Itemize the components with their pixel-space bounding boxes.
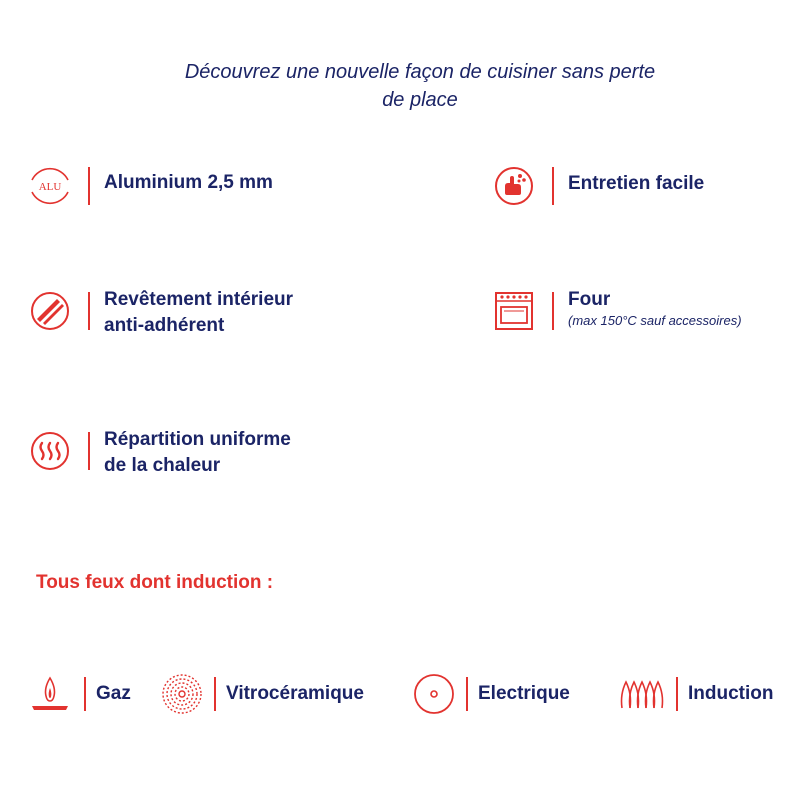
feature-revetement	[26, 287, 293, 339]
hand-wash-icon	[490, 162, 538, 210]
separator	[676, 677, 678, 711]
separator	[84, 677, 86, 711]
separator	[552, 167, 554, 205]
feature-repartition	[26, 427, 291, 479]
repartition-line2: de la chaleur	[104, 455, 221, 476]
feature-aluminium	[26, 162, 273, 210]
electrique-label: Electrique	[478, 683, 570, 704]
four-note: (max 150°C sauf accessoires)	[568, 313, 742, 328]
tagline	[0, 58, 800, 114]
separator	[88, 167, 90, 205]
heat-gaz	[26, 672, 131, 716]
vitro-label: Vitrocéramique	[226, 683, 364, 704]
separator	[88, 432, 90, 470]
four-text	[568, 287, 742, 329]
gaz-label: Gaz	[96, 683, 131, 704]
separator	[214, 677, 216, 711]
alu-badge-text: ALU	[38, 181, 62, 193]
nonstick-pan-icon	[26, 287, 74, 335]
feature-entretien	[490, 162, 704, 210]
entretien-label: Entretien facile	[568, 173, 705, 194]
induction-label: Induction	[688, 683, 774, 704]
electric-plate-icon	[412, 672, 456, 716]
heat-induction	[618, 672, 773, 716]
alu-badge-icon	[26, 162, 74, 210]
heat-vitro	[160, 672, 364, 716]
repartition-line1: Répartition uniforme	[104, 429, 291, 450]
tagline-line2: de place	[382, 89, 458, 111]
revetement-line2: anti-adhérent	[104, 315, 225, 336]
gas-flame-icon	[26, 672, 74, 716]
feature-four	[490, 287, 742, 335]
oven-icon	[490, 287, 538, 335]
aluminium-label: Aluminium 2,5 mm	[104, 172, 273, 193]
heat-waves-icon	[26, 427, 74, 475]
tagline-line1: Découvrez une nouvelle façon de cuisiner sans perte	[184, 61, 656, 83]
induction-coil-icon	[618, 672, 666, 716]
revetement-line1: Revêtement intérieur	[104, 289, 294, 310]
separator	[466, 677, 468, 711]
heat-electrique	[412, 672, 570, 716]
separator	[552, 292, 554, 330]
heat-sources-title: Tous feux dont induction :	[36, 572, 274, 593]
ceramic-hob-icon	[160, 672, 204, 716]
four-label: Four	[568, 289, 611, 310]
repartition-label	[104, 427, 291, 479]
separator	[88, 292, 90, 330]
revetement-label	[104, 287, 293, 339]
